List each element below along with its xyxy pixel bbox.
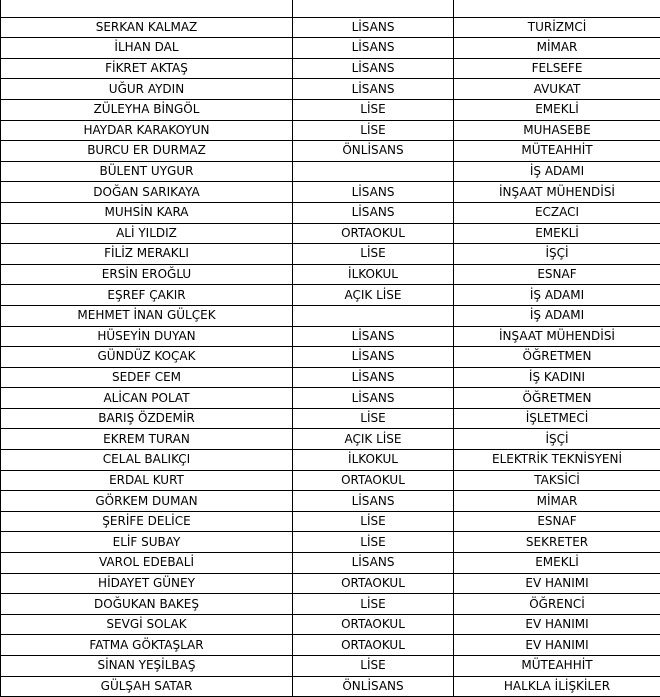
table-row xyxy=(1,202,660,223)
name-cell[interactable]: UĞUR AYDIN xyxy=(1,79,293,100)
table-body xyxy=(1,0,660,697)
name-cell[interactable]: HAYDAR KARAKOYUN xyxy=(1,120,293,141)
profession-cell[interactable] xyxy=(454,0,660,17)
profession-cell[interactable]: İŞLETMECİ xyxy=(454,408,660,429)
profession-cell[interactable]: ÖĞRETMEN xyxy=(454,388,660,409)
table-row xyxy=(1,470,660,491)
profession-cell[interactable]: İŞÇİ xyxy=(454,429,660,450)
education-cell[interactable]: ORTAOKUL xyxy=(293,614,454,635)
name-cell[interactable]: ŞERİFE DELİCE xyxy=(1,511,293,532)
name-cell[interactable]: BÜLENT UYGUR xyxy=(1,161,293,182)
name-cell[interactable]: DOĞAN SARIKAYA xyxy=(1,182,293,203)
name-cell[interactable]: ALİCAN POLAT xyxy=(1,388,293,409)
education-cell[interactable]: LİSE xyxy=(293,408,454,429)
profession-cell[interactable]: ÖĞRENCİ xyxy=(454,594,660,615)
name-cell[interactable]: SEDEF CEM xyxy=(1,367,293,388)
table-row xyxy=(1,264,660,285)
name-cell[interactable]: SERKAN KALMAZ xyxy=(1,17,293,38)
profession-cell[interactable]: ELEKTRİK TEKNİSYENİ xyxy=(454,450,660,471)
education-cell[interactable]: LİSANS xyxy=(293,79,454,100)
profession-cell[interactable]: İŞ ADAMI xyxy=(454,285,660,306)
table-row xyxy=(1,120,660,141)
table-row xyxy=(1,408,660,429)
profession-cell[interactable]: İŞÇİ xyxy=(454,244,660,265)
education-cell[interactable]: LİSE xyxy=(293,532,454,553)
table-row xyxy=(1,182,660,203)
table-row xyxy=(1,161,660,182)
education-cell[interactable]: AÇIK LİSE xyxy=(293,285,454,306)
profession-cell[interactable]: HALKLA İLİŞKİLER xyxy=(454,676,660,697)
name-cell[interactable]: ERSİN EROĞLU xyxy=(1,264,293,285)
table-row xyxy=(1,594,660,615)
profession-cell[interactable]: MUHASEBE xyxy=(454,120,660,141)
profession-cell[interactable]: İŞ ADAMI xyxy=(454,161,660,182)
profession-cell[interactable]: FELSEFE xyxy=(454,58,660,79)
education-cell[interactable]: ÖNLİSANS xyxy=(293,141,454,162)
name-cell[interactable]: BURCU ER DURMAZ xyxy=(1,141,293,162)
education-cell[interactable] xyxy=(293,161,454,182)
education-cell[interactable]: İLKOKUL xyxy=(293,450,454,471)
name-cell[interactable]: SİNAN YEŞİLBAŞ xyxy=(1,656,293,677)
education-cell[interactable] xyxy=(293,305,454,326)
table-row xyxy=(1,326,660,347)
table-row xyxy=(1,0,660,17)
name-cell[interactable]: EŞREF ÇAKIR xyxy=(1,285,293,306)
profession-cell[interactable]: İŞ KADINI xyxy=(454,367,660,388)
table-row xyxy=(1,38,660,59)
name-cell[interactable]: ELİF SUBAY xyxy=(1,532,293,553)
table-row xyxy=(1,141,660,162)
name-cell[interactable]: ERDAL KURT xyxy=(1,470,293,491)
education-cell[interactable]: LİSE xyxy=(293,656,454,677)
table-row xyxy=(1,99,660,120)
table-row xyxy=(1,305,660,326)
name-cell[interactable]: EKREM TURAN xyxy=(1,429,293,450)
education-cell[interactable]: ÖNLİSANS xyxy=(293,676,454,697)
table-row xyxy=(1,58,660,79)
name-cell[interactable]: MEHMET İNAN GÜLÇEK xyxy=(1,305,293,326)
name-cell[interactable]: GÖRKEM DUMAN xyxy=(1,491,293,512)
name-cell[interactable]: İLHAN DAL xyxy=(1,38,293,59)
education-cell[interactable]: ORTAOKUL xyxy=(293,635,454,656)
education-cell[interactable]: LİSANS xyxy=(293,17,454,38)
education-cell[interactable]: LİSE xyxy=(293,594,454,615)
education-cell[interactable]: LİSANS xyxy=(293,491,454,512)
name-cell[interactable]: FİKRET AKTAŞ xyxy=(1,58,293,79)
profession-cell[interactable]: İŞ ADAMI xyxy=(454,305,660,326)
education-cell[interactable]: LİSANS xyxy=(293,326,454,347)
education-cell[interactable]: LİSANS xyxy=(293,388,454,409)
table-row xyxy=(1,511,660,532)
table-row xyxy=(1,614,660,635)
table-row xyxy=(1,573,660,594)
profession-cell[interactable]: EMEKLİ xyxy=(454,99,660,120)
profession-cell[interactable]: EMEKLİ xyxy=(454,553,660,574)
education-cell[interactable]: LİSANS xyxy=(293,58,454,79)
name-cell[interactable]: BARIŞ ÖZDEMİR xyxy=(1,408,293,429)
profession-cell[interactable]: MÜTEAHHİT xyxy=(454,656,660,677)
profession-cell[interactable]: ECZACI xyxy=(454,202,660,223)
profession-cell[interactable]: EMEKLİ xyxy=(454,223,660,244)
profession-cell[interactable]: EV HANIMI xyxy=(454,635,660,656)
name-cell[interactable]: HÜSEYİN DUYAN xyxy=(1,326,293,347)
education-cell[interactable] xyxy=(293,0,454,17)
table-row xyxy=(1,553,660,574)
table-row xyxy=(1,17,660,38)
education-cell[interactable]: LİSANS xyxy=(293,38,454,59)
name-cell[interactable]: GÜLŞAH SATAR xyxy=(1,676,293,697)
profession-cell[interactable]: TAKSİCİ xyxy=(454,470,660,491)
education-cell[interactable]: ORTAOKUL xyxy=(293,470,454,491)
table-row xyxy=(1,223,660,244)
education-cell[interactable]: ORTAOKUL xyxy=(293,573,454,594)
name-cell[interactable]: HİDAYET GÜNEY xyxy=(1,573,293,594)
education-cell[interactable]: LİSE xyxy=(293,511,454,532)
education-cell[interactable]: LİSANS xyxy=(293,553,454,574)
education-cell[interactable]: İLKOKUL xyxy=(293,264,454,285)
table-row xyxy=(1,656,660,677)
name-cell[interactable]: DOĞUKAN BAKEŞ xyxy=(1,594,293,615)
profession-cell[interactable]: ÖĞRETMEN xyxy=(454,347,660,368)
education-cell[interactable]: LİSANS xyxy=(293,202,454,223)
name-cell[interactable]: VAROL EDEBALİ xyxy=(1,553,293,574)
education-cell[interactable]: LİSE xyxy=(293,244,454,265)
table-row xyxy=(1,491,660,512)
name-cell[interactable]: MUHSİN KARA xyxy=(1,202,293,223)
education-cell[interactable]: LİSANS xyxy=(293,182,454,203)
table-row xyxy=(1,532,660,553)
table-row xyxy=(1,635,660,656)
table-row xyxy=(1,429,660,450)
education-cell[interactable]: AÇIK LİSE xyxy=(293,429,454,450)
name-cell[interactable]: GÜNDÜZ KOÇAK xyxy=(1,347,293,368)
profession-cell[interactable]: İNŞAAT MÜHENDİSİ xyxy=(454,326,660,347)
name-cell[interactable] xyxy=(1,0,293,17)
table-row xyxy=(1,347,660,368)
profession-cell[interactable]: EV HANIMI xyxy=(454,614,660,635)
name-cell[interactable]: SEVGİ SOLAK xyxy=(1,614,293,635)
education-cell[interactable]: LİSE xyxy=(293,120,454,141)
profession-cell[interactable]: AVUKAT xyxy=(454,79,660,100)
profession-cell[interactable]: ESNAF xyxy=(454,511,660,532)
profession-cell[interactable]: SEKRETER xyxy=(454,532,660,553)
education-cell[interactable]: LİSE xyxy=(293,99,454,120)
name-cell[interactable]: ALİ YILDIZ xyxy=(1,223,293,244)
education-cell[interactable]: LİSANS xyxy=(293,347,454,368)
profession-cell[interactable]: İNŞAAT MÜHENDİSİ xyxy=(454,182,660,203)
education-cell[interactable]: ORTAOKUL xyxy=(293,223,454,244)
table-row xyxy=(1,285,660,306)
table-row xyxy=(1,450,660,471)
table-row xyxy=(1,79,660,100)
education-cell[interactable]: LİSANS xyxy=(293,367,454,388)
name-cell[interactable]: ZÜLEYHA BİNGÖL xyxy=(1,99,293,120)
name-cell[interactable]: FATMA GÖKTAŞLAR xyxy=(1,635,293,656)
table-row xyxy=(1,367,660,388)
name-cell[interactable]: FİLİZ MERAKLI xyxy=(1,244,293,265)
profession-cell[interactable]: MİMAR xyxy=(454,491,660,512)
name-cell[interactable]: CELAL BALIKÇI xyxy=(1,450,293,471)
table-row xyxy=(1,388,660,409)
profession-cell[interactable]: TURİZMCİ xyxy=(454,17,660,38)
profession-cell[interactable]: MİMAR xyxy=(454,38,660,59)
profession-cell[interactable]: MÜTEAHHİT xyxy=(454,141,660,162)
profession-cell[interactable]: EV HANIMI xyxy=(454,573,660,594)
table-row xyxy=(1,244,660,265)
table-row xyxy=(1,676,660,697)
profession-cell[interactable]: ESNAF xyxy=(454,264,660,285)
